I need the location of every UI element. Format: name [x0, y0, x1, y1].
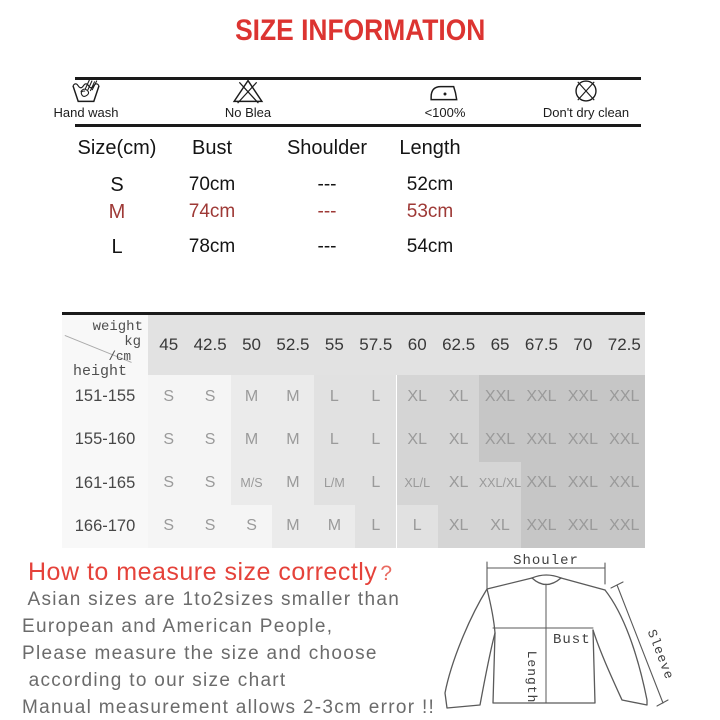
matrix-cell: L [314, 418, 355, 461]
matrix-weight-header: 67.5 [524, 335, 558, 354]
matrix-cell: M [231, 418, 272, 461]
hand-wash-icon [66, 78, 106, 104]
length-label: Length [524, 650, 539, 704]
matrix-height-label: 161-165 [74, 473, 136, 492]
matrix-cell: XXL [604, 505, 645, 548]
size-matrix [62, 312, 645, 548]
matrix-cell: XL [438, 375, 479, 418]
measure-guide-line: Manual measurement allows 2-3cm error !! [22, 697, 436, 718]
matrix-cell: XXL [521, 462, 562, 505]
matrix-height-label: 155-160 [74, 430, 136, 449]
corner-cm-label: /cm [108, 350, 131, 364]
matrix-cell: XXL [479, 375, 520, 418]
matrix-cell: XXL [521, 418, 562, 461]
matrix-cell: XL [397, 375, 438, 418]
matrix-cell: L/M [314, 462, 355, 505]
care-item-no-dry-clean [526, 78, 646, 120]
matrix-cell: M [231, 375, 272, 418]
matrix-weight-header: 42.5 [193, 335, 227, 354]
corner-height-label: height [73, 363, 128, 380]
matrix-weight-header: 65 [490, 335, 510, 354]
no-bleach-icon [228, 78, 268, 104]
matrix-weight-header: 57.5 [359, 335, 393, 354]
matrix-height-label: 166-170 [74, 516, 136, 535]
matrix-cell: XXL/XL [479, 462, 520, 505]
no-dry-clean-icon [566, 78, 606, 104]
matrix-weight-header: 45 [159, 335, 179, 354]
jacket-measure-diagram [437, 550, 720, 720]
size-table-header: Length [399, 137, 461, 159]
size-table-cell: 53cm [406, 201, 454, 222]
matrix-cell: XXL [521, 375, 562, 418]
matrix-cell: M [272, 462, 313, 505]
size-table-header: Shoulder [286, 137, 368, 159]
matrix-cell: S [189, 505, 230, 548]
matrix-cell: XL [438, 462, 479, 505]
measure-guide-line: according to our size chart [22, 670, 287, 691]
matrix-cell: XL [479, 505, 520, 548]
care-label: Hand wash [53, 105, 119, 120]
matrix-weight-header: 50 [242, 335, 261, 354]
care-label: <100% [424, 105, 466, 120]
matrix-cell: XXL [604, 375, 645, 418]
matrix-height-label: 151-155 [74, 387, 136, 405]
matrix-cell: L [355, 505, 396, 548]
care-item-no-bleach [188, 78, 308, 120]
matrix-cell: S [189, 462, 230, 505]
matrix-cell: XL [397, 418, 438, 461]
page-title: SIZE INFORMATION [234, 14, 486, 47]
matrix-cell: L [355, 375, 396, 418]
matrix-cell: S [189, 418, 230, 461]
matrix-cell: S [148, 462, 189, 505]
size-table-cell: S [110, 174, 124, 196]
matrix-cell: XL [438, 505, 479, 548]
matrix-cell: S [148, 418, 189, 461]
bust-label: Bust [553, 632, 591, 648]
matrix-cell: L [314, 375, 355, 418]
matrix-cell: XXL [604, 418, 645, 461]
divider-line-bottom [75, 124, 641, 127]
matrix-cell: M [272, 418, 313, 461]
matrix-cell: M/S [231, 462, 272, 505]
matrix-cell: S [148, 505, 189, 548]
matrix-cell: M [272, 505, 313, 548]
matrix-cell: L [397, 505, 438, 548]
size-table-header: Size(cm) [77, 137, 157, 159]
size-table-cell: --- [317, 201, 337, 222]
matrix-weight-header: 55 [324, 335, 344, 354]
care-label: No Blea [224, 105, 272, 120]
measure-guide-text [22, 586, 435, 720]
matrix-cell: L [355, 462, 396, 505]
matrix-cell: XXL [562, 462, 603, 505]
corner-kg-label: kg [124, 334, 141, 350]
sleeve-label: Sleeve [643, 627, 677, 683]
matrix-weight-header: 62.5 [442, 335, 476, 354]
size-table-cell: 54cm [406, 236, 454, 257]
matrix-cell: XXL [562, 375, 603, 418]
matrix-cell: XXL [604, 462, 645, 505]
size-table-header: Bust [191, 137, 233, 159]
care-item-iron [385, 78, 505, 120]
matrix-cell: XXL [479, 418, 520, 461]
matrix-cell: XXL [562, 505, 603, 548]
corner-weight-label: weight [92, 319, 143, 335]
matrix-cell: M [272, 375, 313, 418]
measure-guide-line: Asian sizes are 1to2sizes smaller than [22, 589, 401, 610]
iron-low-icon [425, 78, 465, 104]
size-table-cell: M [108, 201, 126, 223]
matrix-weight-header: 70 [573, 335, 593, 354]
care-label: Don't dry clean [542, 105, 630, 120]
matrix-weight-header: 52.5 [276, 335, 310, 354]
matrix-cell: S [148, 375, 189, 418]
size-table-cell: L [111, 236, 123, 258]
matrix-weight-header: 72.5 [607, 335, 641, 354]
size-table-cell: 78cm [188, 236, 236, 257]
matrix-cell: M [314, 505, 355, 548]
size-table-cell: --- [317, 174, 337, 195]
size-table-cell: 74cm [188, 201, 236, 222]
matrix-cell: S [189, 375, 230, 418]
care-item-hand-wash [26, 78, 146, 120]
size-table-cell: 52cm [406, 174, 454, 195]
measure-guide-heading: How to measure size correctly ? [28, 558, 393, 586]
measure-guide-line: Please measure the size and choose [22, 643, 378, 664]
matrix-cell: XL [438, 418, 479, 461]
matrix-cell: XL/L [397, 462, 438, 505]
question-mark: ? [380, 562, 393, 585]
matrix-cell: XXL [521, 505, 562, 548]
measure-guide-line: European and American People, [22, 616, 334, 637]
size-table-cell: --- [317, 236, 337, 257]
matrix-weight-header: 60 [407, 335, 427, 354]
matrix-cell: L [355, 418, 396, 461]
shoulder-label: Shouler [513, 553, 579, 569]
size-table-cell: 70cm [188, 174, 236, 195]
matrix-cell: S [231, 505, 272, 548]
matrix-cell: XXL [562, 418, 603, 461]
